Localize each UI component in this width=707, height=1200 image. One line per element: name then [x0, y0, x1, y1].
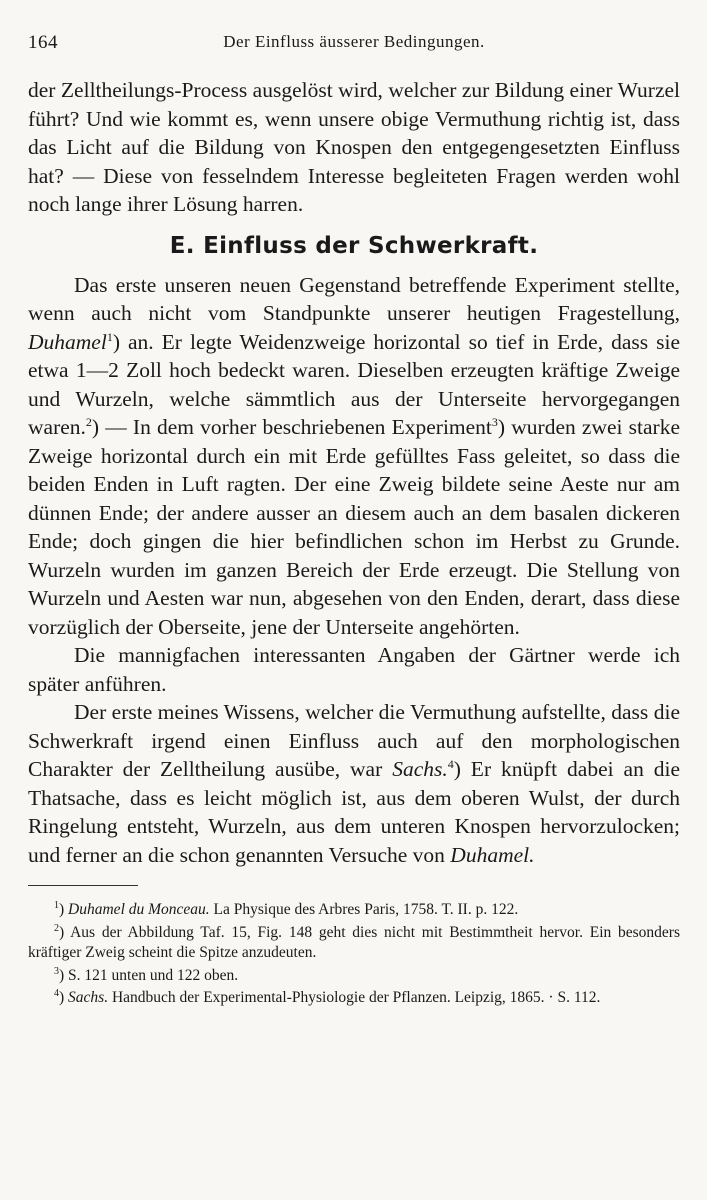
paragraph-duhamel-experiment — [28, 271, 680, 642]
footnote-1: $^1$) Duhamel du Monceau. La Physique des Arbres Paris, 1758. T. II. p. 122. — [54, 899, 519, 918]
paragraph-text: ) an. Er legte Weidenzweige horizontal so tief in Erde, dass sie etwa 1—2 Zoll hoch bedeckt waren. Dieselben erzeugten kräftige Zweige und Wurzeln, welche sämmtlich aus der Unterseite hervorgegangen waren. — [28, 329, 680, 439]
footnote-mark: 1 — [54, 899, 59, 911]
paragraph-text: ) Er knüpft dabei an die Thatsache, dass es leicht möglich ist, aus dem oberen Wulst, der durch Ringelung entsteht, Wurzeln, aus dem unteren Knospen hervorzulocken; und ferner an die schon genannten Versuche von — [28, 757, 681, 867]
footnote-4: $^4$) Sachs. Handbuch der Experimental-Physiologie der Pflanzen. Leipzig, 1865. · S. 112. — [54, 987, 601, 1006]
footnote-ref-2: 2 — [85, 414, 92, 429]
footnote-text: La Physique des Arbres Paris, 1758. T. II. p. 122. — [213, 901, 519, 918]
footnote-3: $^3$) S. 121 unten und 122 oben. — [54, 965, 239, 984]
footnote-text: Aus der Abbildung Taf. 15, Fig. 148 geht dies nicht mit Bestimmtheit hervor. Ein besonders kräftiger Zweig scheint die Spitze anzudeuten. — [28, 923, 680, 961]
footnote-2: $^2$) Aus der Abbildung Taf. 15, Fig. 148 geht dies nicht mit Bestimmtheit hervor. Ein besonders kräftiger Zweig scheint die Spitze anzudeuten. — [28, 922, 680, 961]
footnote-author: Sachs. — [68, 989, 109, 1006]
paragraph-text: ) wurden zwei starke Zweige horizontal durch ein mit Erde gefülltes Fass geleitet, so dass die beiden Enden in Luft ragten. Der eine Zweig bildete seine Aeste nur am dünnen Ende; der andere ausser an diesem auch an dem basalen dickeren Ende; doch gingen die hier befindlichen schon im Herbst zu Grunde. Wurzeln wurden im ganzen Bereich der Erde erzeugt. Die Stellung von Wurzeln und Aesten war nun, abgesehen von den Enden, derart, dass diese vorzüglich der Oberseite, jene der Unterseite angehörten. — [28, 415, 681, 639]
running-head — [28, 22, 680, 62]
running-title: Der Einfluss äusserer Bedingungen. — [223, 32, 485, 51]
author-name-duhamel: Duhamel. — [450, 842, 535, 867]
footnote-text: S. 121 unten und 122 oben. — [68, 966, 239, 984]
paragraph-gardeners: Die mannigfachen interessanten Angaben der Gärtner werde ich später anführen. — [28, 643, 680, 696]
paragraph-intro: der Zelltheilungs-Process ausgelöst wird, welcher zur Bildung einer Wurzel führt? Und wie kommt es, wenn unsere obige Vermuthung richtig ist, dass das Licht auf die Bildung von Knospen den entgegengesetzten Einfluss hat? — Diese von fesselndem Interesse begleiteten Fragen werden wohl noch lange ihrer Lösung harren. — [28, 78, 680, 216]
section-heading: E. Einfluss der Schwerkraft. — [169, 232, 539, 259]
paragraph-text: Der erste meines Wissens, welcher die Vermuthung aufstellte, dass die Schwerkraft irgend einen Einfluss auch auf den morphologischen Charakter der Zelltheilung ausübe, war — [28, 700, 680, 781]
paragraph-text: ) — In dem vorher beschriebenen Experiment — [91, 415, 492, 439]
footnote-ref-4: 4 — [447, 756, 454, 771]
page-number: 164 — [28, 32, 58, 53]
author-name-sachs: Sachs. — [392, 757, 448, 781]
footnote-author: Duhamel du Monceau. — [68, 901, 210, 918]
footnotes — [28, 900, 680, 1009]
paragraph-sachs — [28, 698, 680, 869]
footnote-divider — [28, 885, 138, 886]
book-page — [28, 22, 680, 1011]
footnote-mark: 3 — [54, 965, 59, 977]
footnote-ref-3: 3 — [491, 414, 498, 429]
footnote-mark: 2 — [54, 922, 59, 934]
paragraph-text: Das erste unseren neuen Gegenstand betreffende Experiment stellte, wenn auch nicht vom Standpunkte unserer heutigen Fragestellung, — [28, 272, 680, 325]
footnote-mark: 4 — [54, 987, 59, 999]
footnote-text: Handbuch der Experimental-Physiologie der Pflanzen. Leipzig, 1865. · S. 112. — [111, 989, 601, 1006]
footnote-ref-1: 1 — [106, 329, 113, 344]
author-name-duhamel: Duhamel — [28, 329, 107, 354]
